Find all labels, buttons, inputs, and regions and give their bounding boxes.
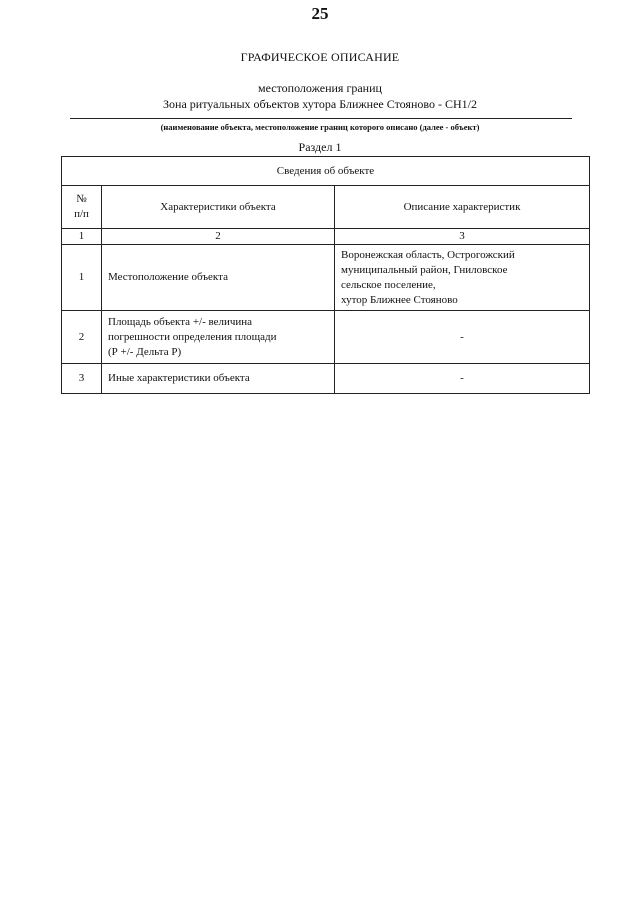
column-number: 1 [62,229,102,245]
underline-caption: (наименование объекта, местоположение границ которого описано (далее - объект) [160,122,480,132]
column-header-num-line1: № [76,193,87,205]
row-number: 3 [62,364,102,394]
document-title: ГРАФИЧЕСКОЕ ОПИСАНИЕ [240,50,400,64]
column-header-num [62,186,102,229]
document-subtitle-line1: местоположения границ [258,81,382,95]
page-number: 25 [311,4,329,23]
section-title: Раздел 1 [298,140,342,154]
characteristic-line: (Р +/- Дельта Р) [108,345,182,358]
row-characteristic [102,311,335,364]
characteristic-line: погрешности определения площади [108,330,277,343]
document-subtitle-line2: Зона ритуальных объектов хутора Ближнее Стояново - СН1/2 [163,97,477,111]
description-line: сельское поселение, [341,278,436,291]
table-header: Сведения об объекте [62,157,590,186]
row-characteristic: Местоположение объекта [102,245,335,311]
table-header-row [62,157,590,186]
row-characteristic: Иные характеристики объекта [102,364,335,394]
table-column-header-row [62,186,590,229]
table-row [62,245,590,311]
table-row [62,364,590,394]
characteristic-line: Площадь объекта +/- величина [108,315,253,328]
description-line: хутор Ближнее Стояново [341,293,458,306]
column-header-description: Описание характеристик [335,186,590,229]
column-header-num-line2: п/п [74,208,89,220]
row-description: - [335,364,590,394]
title-underline [70,118,572,119]
table-row [62,311,590,364]
column-number: 3 [335,229,590,245]
row-description: - [335,311,590,364]
row-description [335,245,590,311]
object-info-table [61,156,590,394]
table-column-numbers-row [62,229,590,245]
column-header-characteristics: Характеристики объекта [102,186,335,229]
description-line: муниципальный район, Гниловское [341,263,508,276]
description-line: Воронежская область, Острогожский [341,248,515,261]
column-number: 2 [102,229,335,245]
row-number: 1 [62,245,102,311]
row-number: 2 [62,311,102,364]
